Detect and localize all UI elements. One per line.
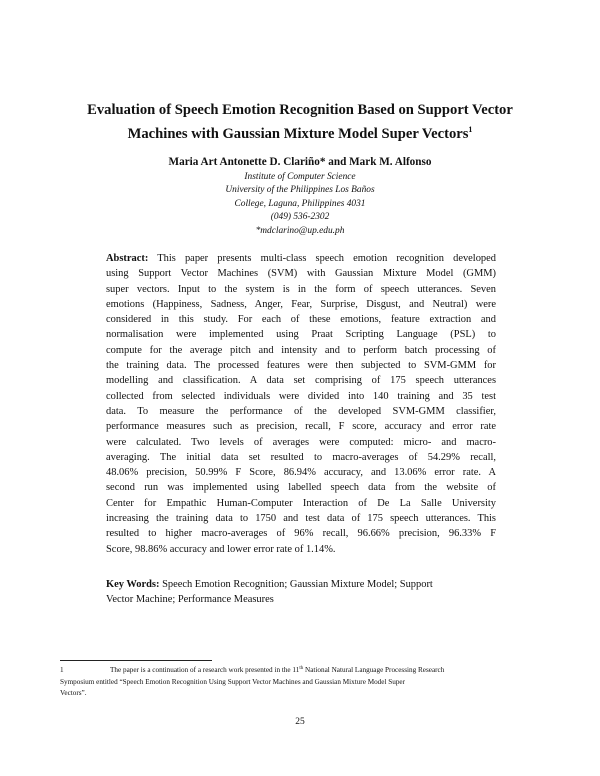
abstract-line: compute for the average pitch and intensity and to perform batch processing of	[106, 344, 496, 356]
abstract-line: super vectors. Input to the system is in the form of speech utterances. Seven	[106, 283, 496, 295]
footnote-mark: 1	[60, 666, 64, 674]
title-line-1: Evaluation of Speech Emotion Recognition Based on Support Vector	[87, 102, 513, 118]
footnote-line-2: Symposium entitled “Speech Emotion Recognition Using Support Vector Machines and Gaussian Mixture Model Super	[60, 677, 406, 686]
footnote-text-before: The paper is a continuation of a research work presented in the 11	[110, 666, 300, 674]
abstract-line: emotions (Happiness, Sadness, Anger, Fear, Surprise, Disgust, and Neutral) were	[106, 298, 496, 310]
footnote-divider	[60, 660, 212, 661]
keywords-line-1-text: Speech Emotion Recognition; Gaussian Mixture Model; Support	[159, 579, 433, 590]
affiliation-university: University of the Philippines Los Baños	[225, 185, 375, 196]
page-number: 25	[295, 717, 305, 727]
affiliation-email: *mdclarino@up.edu.ph	[255, 225, 345, 236]
affiliation-institute: Institute of Computer Science	[244, 172, 356, 182]
abstract	[106, 251, 496, 557]
authors: Maria Art Antonette D. Clariño* and Mark M. Alfonso	[168, 156, 432, 168]
abstract-line: modelling and classification. A data set comprising of 175 speech utterances	[106, 375, 496, 387]
abstract-line: using Support Vector Machines (SVM) with Gaussian Mixture Model (GMM)	[106, 268, 496, 280]
abstract-line: Center for Empathic Human-Computer Interaction of De La Salle University	[106, 497, 496, 509]
keywords	[106, 577, 496, 608]
abstract-line: considered in this study. For each of these emotions, feature extraction and	[106, 314, 496, 326]
paper-title	[60, 101, 540, 144]
footnote-ordinal: th	[299, 666, 304, 671]
footnote	[60, 663, 540, 700]
abstract-line: collected from selected individuals were divided into 140 training and 35 test	[106, 390, 496, 402]
footnote-text-after: National Natural Language Processing Research	[303, 666, 445, 674]
keywords-line-2: Vector Machine; Performance Measures	[106, 594, 274, 606]
title-line-2-text: Machines with Gaussian Mixture Model Super Vectors	[127, 126, 469, 142]
abstract-line: resulted to higher macro-averages of 96% recall, 96.66% precision, 96.33% F	[106, 528, 496, 540]
title-footnote-mark: 1	[468, 125, 473, 134]
abstract-line-text: This paper presents multi-class speech emotion recognition developed	[148, 253, 496, 264]
abstract-line: increasing the training data to 1750 and test data of 175 speech utterances. This	[106, 513, 496, 525]
affiliation-phone: (049) 536-2302	[270, 212, 330, 223]
abstract-label: Abstract:	[106, 253, 149, 264]
abstract-line: normalisation were implemented using Praat Scripting Language (PSL) to	[106, 329, 496, 341]
abstract-line: data. To measure the performance of the developed SVM-GMM classifier,	[106, 405, 496, 417]
affiliation-address: College, Laguna, Philippines 4031	[234, 198, 366, 209]
abstract-line: were calculated. Two levels of averages were computed: micro- and macro-	[106, 436, 496, 448]
title-line-2	[60, 120, 540, 144]
abstract-line: second run was implemented using labelled speech data from the website of	[106, 482, 496, 494]
abstract-line: Score, 98.86% accuracy and lower error rate of 1.14%.	[106, 543, 336, 555]
abstract-line: averaging. The initial data set resulted to macro-averages of 54.29% recall,	[106, 451, 496, 463]
keywords-line-1	[106, 577, 496, 592]
abstract-line: performance measures such as precision, recall, F score, accuracy and error rate	[106, 421, 496, 433]
abstract-line: 48.06% precision, 50.99% F Score, 86.94% accuracy, and 13.06% error rate. A	[106, 467, 496, 479]
affiliation-block	[60, 171, 540, 238]
keywords-label: Key Words:	[106, 579, 160, 590]
abstract-line	[106, 251, 496, 266]
footnote-line-3: Vectors”.	[60, 689, 87, 697]
abstract-line: the training data. The processed features were then subjected to SVM-GMM for	[106, 360, 496, 372]
footnote-line-1	[60, 663, 540, 677]
